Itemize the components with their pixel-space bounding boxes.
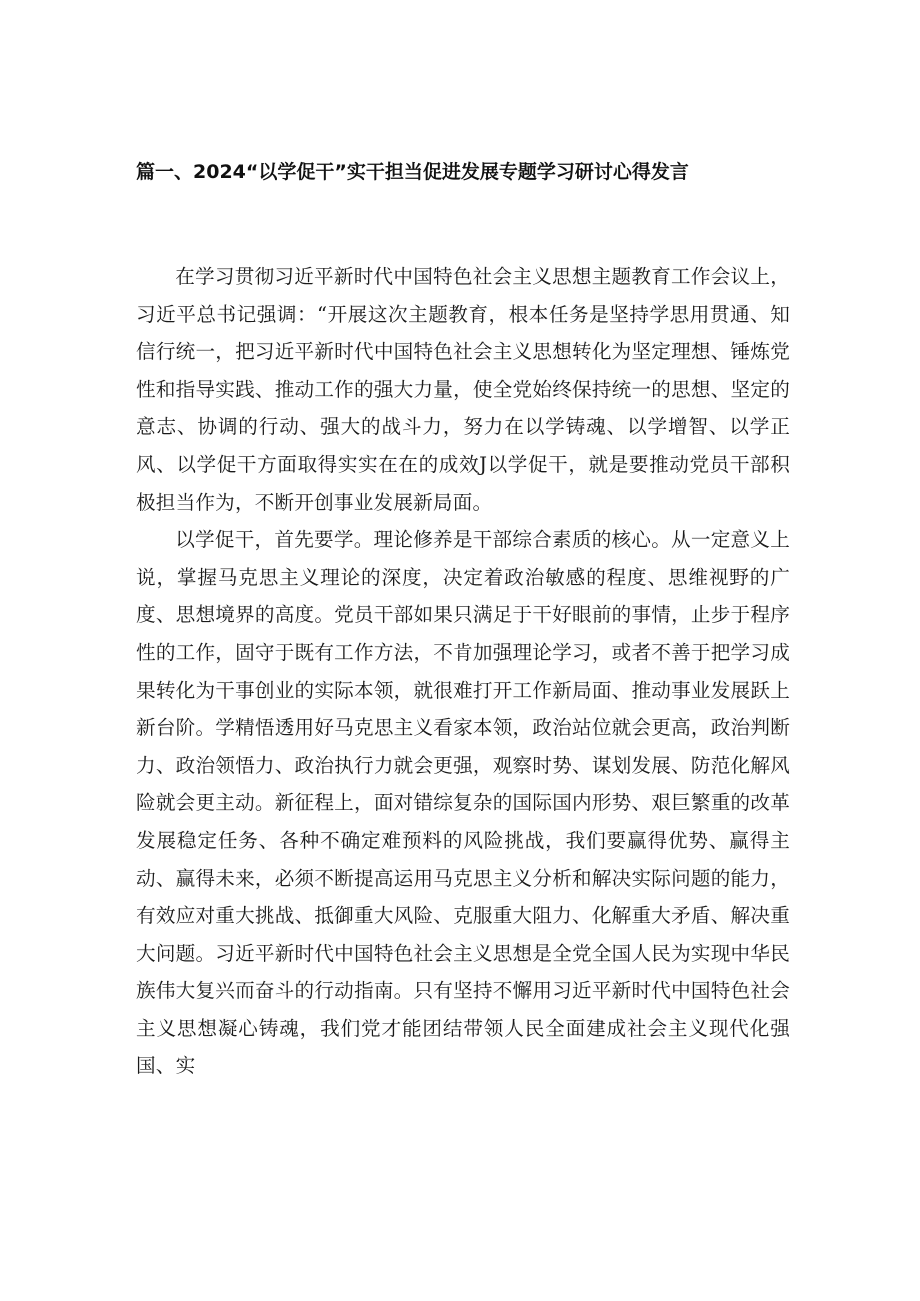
document-body (136, 258, 790, 1085)
document-title: 篇一、2024“以学促干”实干担当促进发展专题学习研讨心得发言 (136, 161, 689, 183)
paragraph-1: 在学习贯彻习近平新时代中国特色社会主义思想主题教育工作会议上，习近平总书记强调：“开展这次主题教育，根本任务是坚持学思用贯通、知信行统一，把习近平新时代中国特色社会主义思想转化为坚定理想、锤炼党性和指导实践、推动工作的强大力量，使全党始终保持统一的思想、坚定的意志、协调的行动、强大的战斗力，努力在以学铸魂、以学增智、以学正风、以学促干方面取得实实在在的成效J以学促干，就是要推动党员干部积极担当作为，不断开创事业发展新局面。 (136, 265, 790, 514)
paragraph-2: 以学促干，首先要学。理论修养是干部综合素质的核心。从一定意义上说，掌握马克思主义理论的深度，决定着政治敏感的程度、思维视野的广度、思想境界的高度。党员干部如果只满足于干好眼前的事情，止步于程序性的工作，固守于既有工作方法，不肯加强理论学习，或者不善于把学习成果转化为干事创业的实际本领，就很难打开工作新局面、推动事业发展跃上新台阶。学精悟透用好马克思主义看家本领，政治站位就会更高，政治判断力、政治领悟力、政治执行力就会更强，观察时势、谋划发展、防范化解风险就会更主动。新征程上，面对错综复杂的国际国内形势、艰巨繁重的改革发展稳定任务、各种不确定难预料的风险挑战，我们要赢得优势、赢得主动、赢得未来，必须不断提高运用马克思主义分析和解决实际问题的能力，有效应对重大挑战、抵御重大风险、克服重大阻力、化解重大矛盾、解决重大问题。习近平新时代中国特色社会主义思想是全党全国人民为实现中华民族伟大复兴而奋斗的行动指南。只有坚持不懈用习近平新时代中国特色社会主义思想凝心铸魂，我们党才能团结带领人民全面建成社会主义现代化强国、实 (136, 528, 790, 1078)
